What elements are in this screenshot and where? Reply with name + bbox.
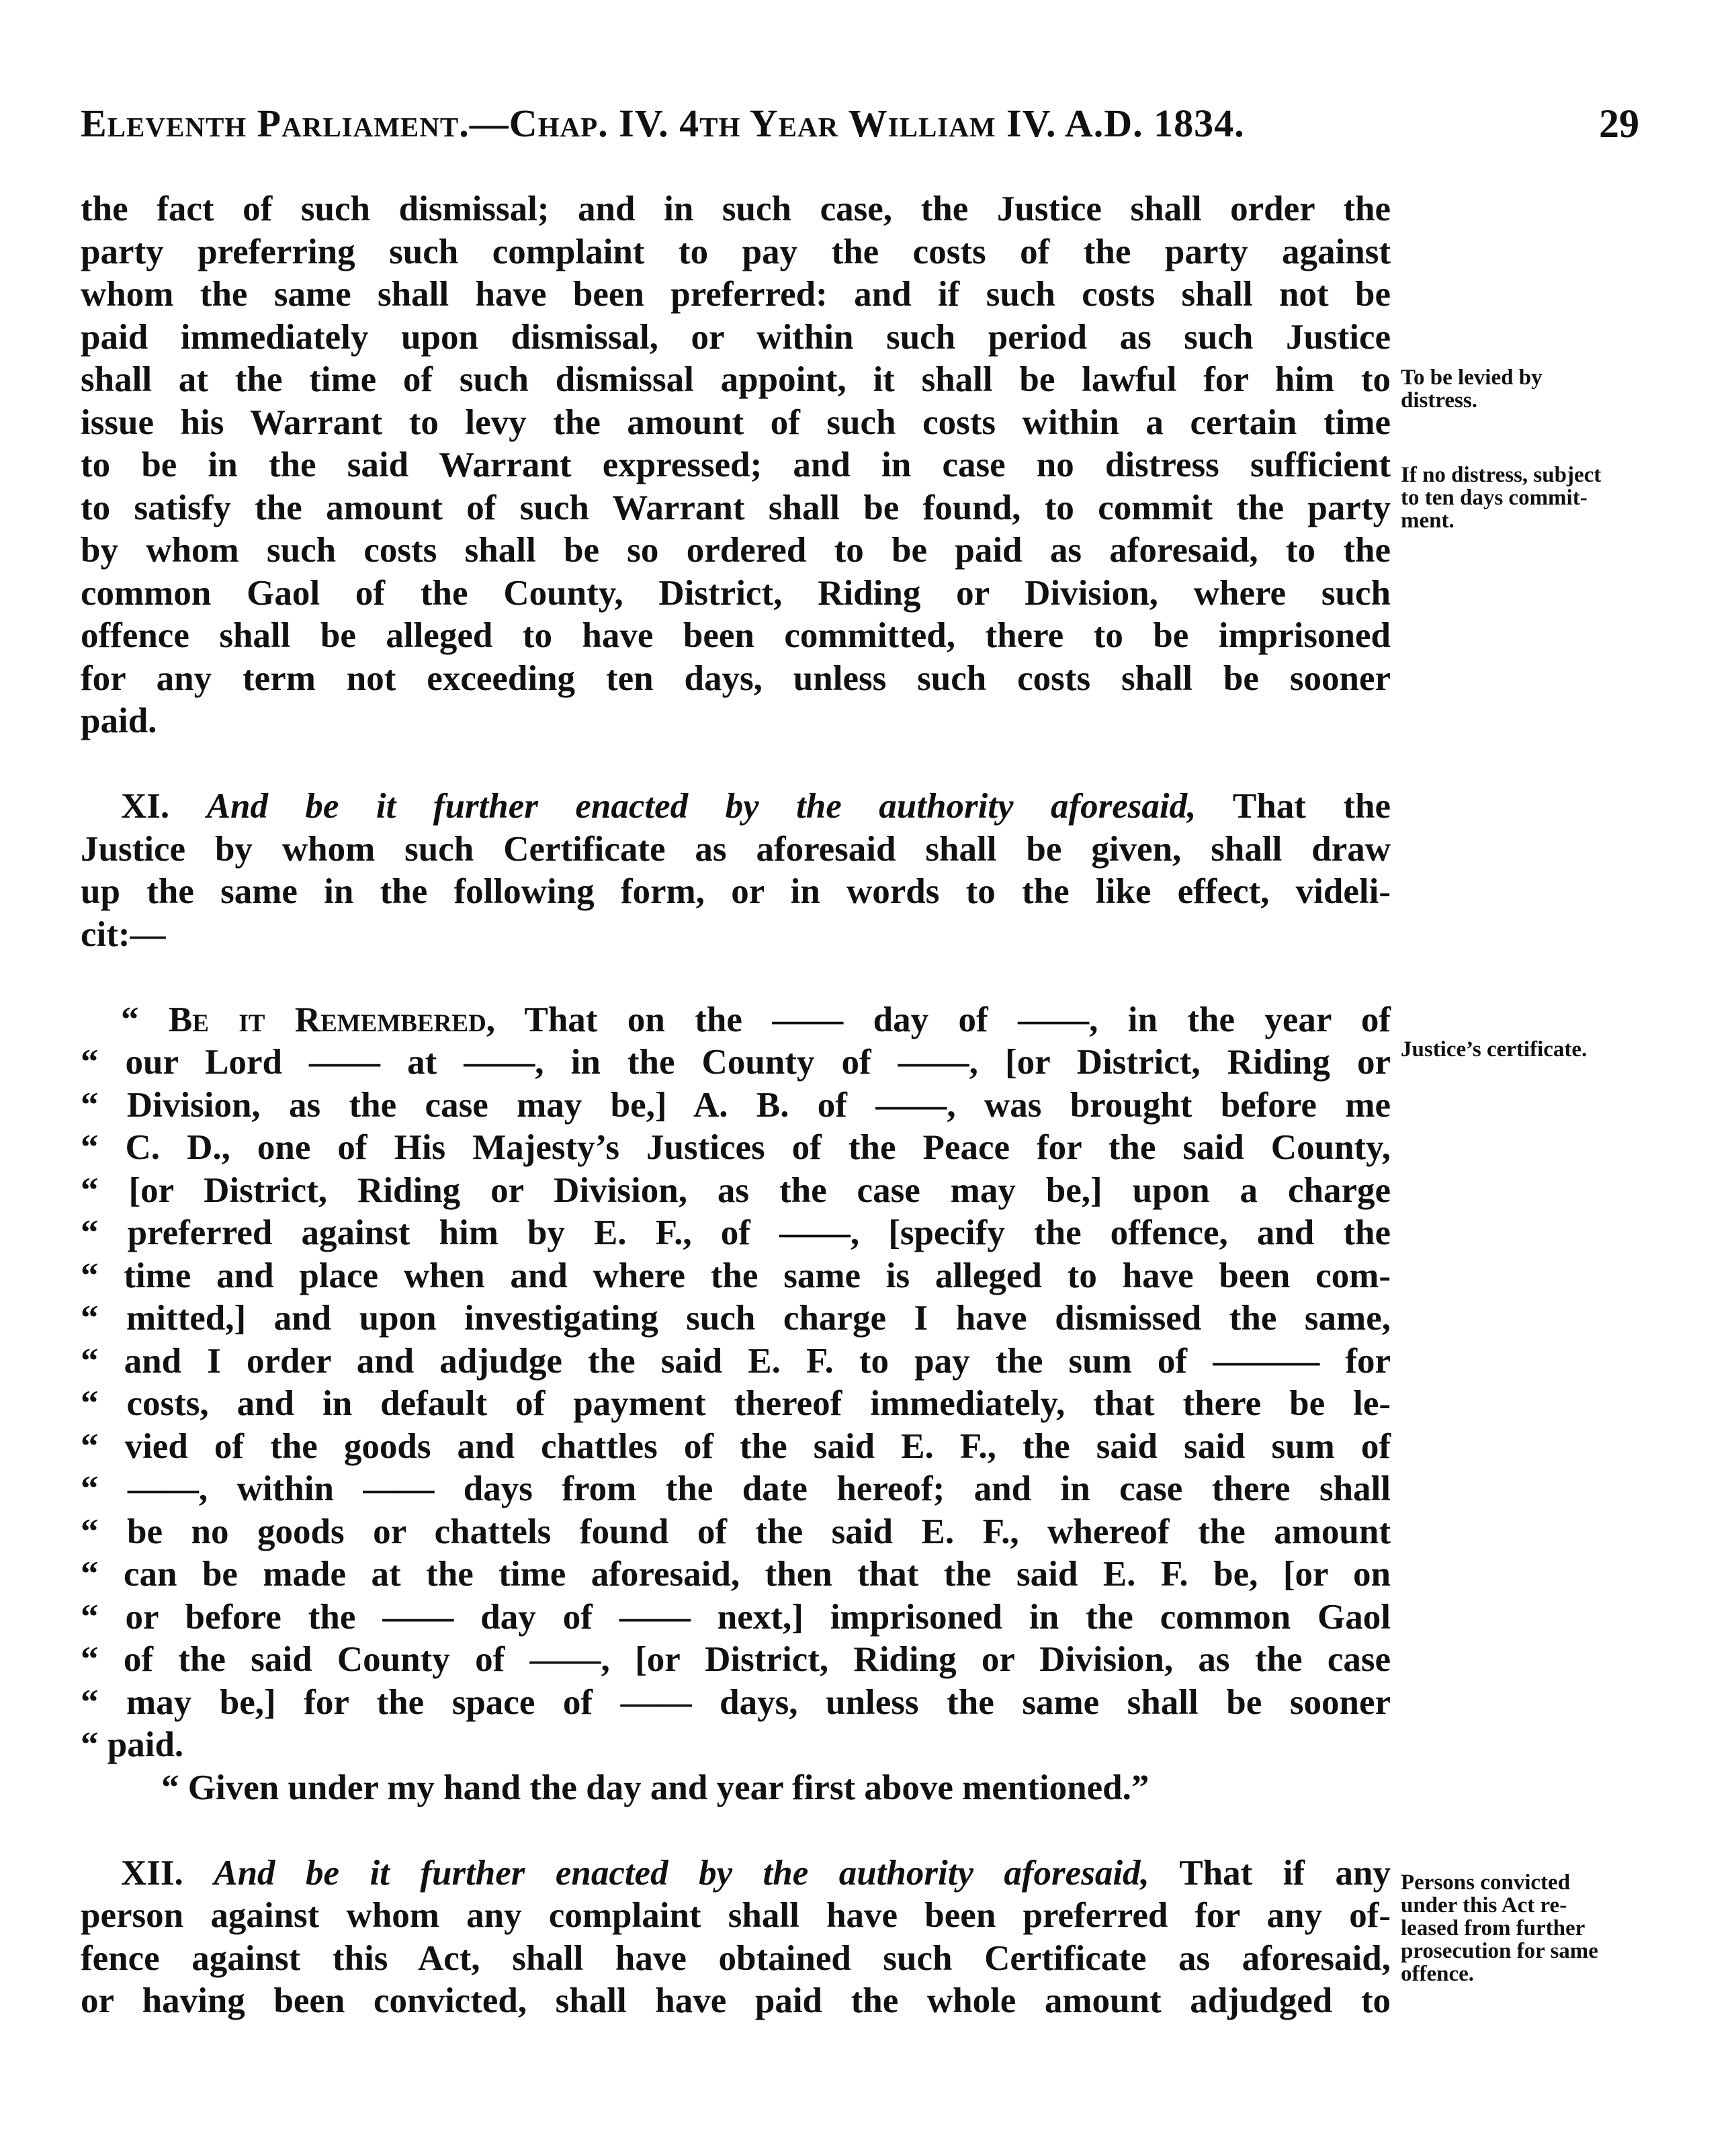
text-line: or having been convicted, shall have paid the whole amount adjudged to — [81, 1981, 1391, 2020]
margin-note-line: Persons convicted — [1401, 1870, 1571, 1895]
certificate-line: “ vied of the goods and chattles of the said E. F., the said said sum of — [81, 1426, 1391, 1466]
text-line: person against whom any complaint shall have been preferred for any of- — [81, 1896, 1391, 1935]
certificate-line: “ paid. — [81, 1725, 184, 1764]
text-line: to satisfy the amount of such Warrant shall be found, to commit the party — [81, 488, 1391, 527]
body-text — [81, 188, 1391, 2023]
certificate-line: “ and I order and adjudge the said E. F. to pay the sum of ——— for — [81, 1341, 1391, 1381]
section-first-line-rest: That the — [1232, 787, 1391, 826]
certificate-line: “ can be made at the time aforesaid, then that the said E. F. be, [or on — [81, 1555, 1391, 1594]
paragraph-gap — [81, 1809, 1391, 1852]
text-line: paid immediately upon dismissal, or within such period as such Justice — [81, 317, 1391, 357]
margin-note-line: To be levied by — [1401, 365, 1543, 390]
certificate-first-line: “ Be it Remembered, That on the —— day of ——, in the year of — [121, 1000, 1391, 1039]
paragraph-gap — [81, 956, 1391, 999]
margin-note-line: prosecution for same — [1401, 1939, 1598, 1963]
certificate-first-line-rest: That on the —— day of ——, in the year of — [524, 1000, 1391, 1039]
text-line: shall at the time of such dismissal appoint, it shall be lawful for him to — [81, 360, 1391, 399]
text-line: the fact of such dismissal; and in such case, the Justice shall order the — [81, 189, 1391, 228]
certificate-line: “ costs, and in default of payment thereof immediately, that there be le- — [81, 1384, 1391, 1423]
margin-note-line: distress. — [1401, 388, 1477, 413]
enacting-clause: And be it further enacted by the authority aforesaid, — [214, 1853, 1149, 1893]
paragraph-continuation — [81, 188, 1391, 743]
certificate-line: “ ——, within —— days from the date hereof; and in case there shall — [81, 1469, 1391, 1508]
margin-note-certificate — [1401, 1038, 1656, 1061]
certificate-line: “ C. D., one of His Majesty’s Justices of the Peace for the said County, — [81, 1128, 1391, 1167]
certificate-line: “ or before the —— day of —— next,] imprisoned in the common Gaol — [81, 1597, 1391, 1637]
margin-note-no-distress — [1401, 464, 1656, 532]
section-number: XI. — [121, 787, 170, 826]
text-line: Justice by whom such Certificate as aforesaid shall be given, shall draw — [81, 829, 1391, 869]
running-head: Eleventh Parliament.—Chap. IV. 4th Year William IV. A.D. 1834. — [81, 101, 1245, 145]
certificate-line: “ time and place when and where the same is alleged to have been com- — [81, 1256, 1391, 1295]
text-line: offence shall be alleged to have been committed, there to be imprisoned — [81, 616, 1391, 655]
certificate-closing: “ Given under my hand the day and year first above mentioned.” — [161, 1768, 1149, 1807]
certificate-form — [81, 999, 1391, 1810]
text-line: party preferring such complaint to pay the costs of the party against — [81, 232, 1391, 271]
section-number: XII. — [121, 1853, 183, 1893]
section-first-line — [81, 785, 1391, 828]
margin-note-levied — [1401, 366, 1656, 412]
paragraph-gap — [81, 743, 1391, 786]
certificate-line: “ Division, as the case may be,] A. B. of ——, was brought before me — [81, 1085, 1391, 1125]
section-12 — [81, 1852, 1391, 2023]
text-line: common Gaol of the County, District, Riding or Division, where such — [81, 573, 1391, 613]
page-number: 29 — [1599, 101, 1639, 146]
text-line: whom the same shall have been preferred: and if such costs shall not be — [81, 275, 1391, 314]
section-first-line — [81, 1852, 1391, 1895]
margin-note-persons-convicted — [1401, 1871, 1656, 1985]
text-line: paid. — [81, 701, 157, 740]
margin-note-line: offence. — [1401, 1962, 1475, 1986]
certificate-line: “ preferred against him by E. F., of ——, [specify the offence, and the — [81, 1213, 1391, 1252]
certificate-line: “ be no goods or chattels found of the said E. F., whereof the amount — [81, 1512, 1391, 1551]
certificate-opening: Be it Remembered, — [168, 1000, 496, 1039]
text-line: issue his Warrant to levy the amount of such costs within a certain time — [81, 402, 1391, 442]
certificate-line: “ [or District, Riding or Division, as the case may be,] upon a charge — [81, 1170, 1391, 1210]
certificate-line: “ mitted,] and upon investigating such charge I have dismissed the same, — [81, 1299, 1391, 1338]
text-line: cit:— — [81, 914, 166, 954]
margin-note-line: leased from further — [1401, 1916, 1586, 1940]
certificate-line: “ our Lord —— at ——, in the County of ——, [or District, Riding or — [81, 1043, 1391, 1082]
text-line: up the same in the following form, or in words to the like effect, videli- — [81, 872, 1391, 911]
certificate-line: “ of the said County of ——, [or District, Riding or Division, as the case — [81, 1640, 1391, 1679]
text-line: fence against this Act, shall have obtained such Certificate as aforesaid, — [81, 1938, 1391, 1978]
margin-note-line: If no distress, subject — [1401, 463, 1602, 487]
section-11 — [81, 785, 1391, 956]
margin-note-line: to ten days commit- — [1401, 486, 1588, 510]
section-first-line-rest: That if any — [1179, 1853, 1391, 1893]
certificate-line: “ may be,] for the space of —— days, unless the same shall be sooner — [81, 1682, 1391, 1722]
text-line: for any term not exceeding ten days, unless such costs shall be sooner — [81, 658, 1391, 698]
margin-note-line: Justice’s certificate. — [1401, 1037, 1588, 1062]
text-line: to be in the said Warrant expressed; and in case no distress sufficient — [81, 445, 1391, 484]
margin-note-line: under this Act re- — [1401, 1893, 1567, 1917]
text-line: by whom such costs shall be so ordered to be paid as aforesaid, to the — [81, 531, 1391, 570]
enacting-clause: And be it further enacted by the authority aforesaid, — [206, 787, 1197, 826]
margin-note-line: ment. — [1401, 509, 1455, 533]
page-header — [81, 101, 1639, 155]
